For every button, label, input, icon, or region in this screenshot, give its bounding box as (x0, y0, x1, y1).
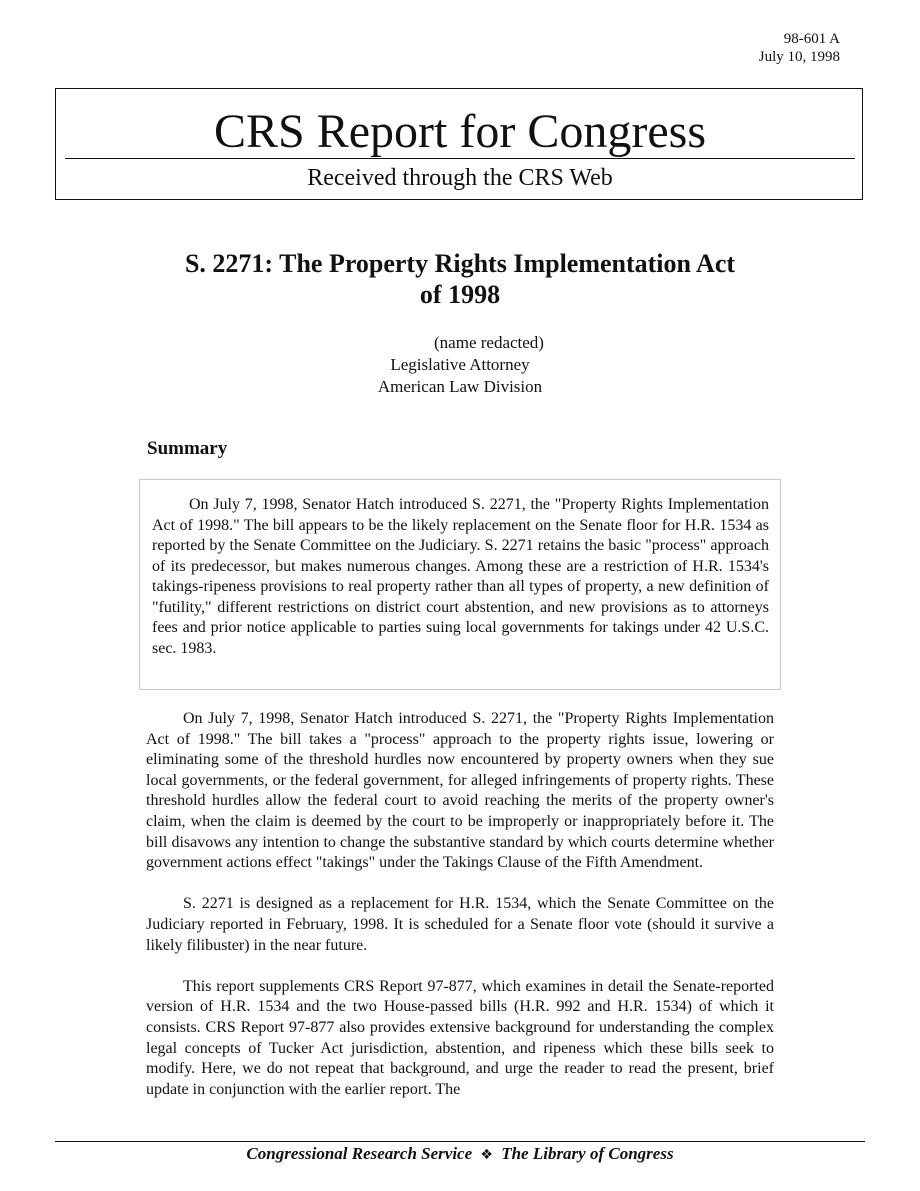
document-title-line-2: of 1998 (419, 280, 501, 309)
footer-rule (55, 1141, 865, 1142)
summary-text: On July 7, 1998, Senator Hatch introduced S. 2271, the "Property Rights Implementation Act of 1998." The bill appears to be the likely replacement on the Senate floor for H.R. 1534 as reported by the Senate Committee on the Judiciary. S. 2271 retains the basic "process" approach of its predecessor, but makes numerous changes. Among these are a restriction of H.R. 1534's takings-ripeness provisions to real property rather than all types of property, a new definition of "futility," different restrictions on district court abstention, and new provisions as to attorneys fees and prior notice applicable to parties suing local governments for takings under 42 U.S.C. sec. 1983. (152, 496, 769, 657)
footer-right-text: The Library of Congress (501, 1144, 674, 1163)
masthead-subtitle: Received through the CRS Web (307, 165, 613, 191)
author-title: Legislative Attorney (390, 355, 530, 374)
author-division: American Law Division (377, 377, 543, 396)
masthead-rule (65, 158, 855, 159)
report-identifier (759, 30, 840, 66)
body-paragraph: S. 2271 is designed as a replacement for H.R. 1534, which the Senate Committee on the Judiciary reported in February, 1998. It is scheduled for a Senate floor vote (should it survive a likely filibuster) in the near future. (146, 895, 774, 954)
author-name: (name redacted) (434, 333, 544, 352)
footer-left-text: Congressional Research Service (246, 1144, 473, 1163)
page-footer (0, 1144, 920, 1165)
body-paragraph: This report supplements CRS Report 97-877, which examines in detail the Senate-reported version of H.R. 1534 and the two House-passed bills (H.R. 992 and H.R. 1534) of which it consists. CRS Report 97-877 also provides extensive background for understanding the complex legal concepts of Tucker Act jurisdiction, abstention, and ripeness which these bills seek to modify. Here, we do not repeat that background, and urge the reader to read the present, brief update in conjunction with the earlier report. The (146, 977, 774, 1098)
document-title (145, 248, 775, 310)
document-title-line-1: S. 2271: The Property Rights Implementation Act (184, 249, 736, 278)
masthead-title: CRS Report for Congress (214, 105, 706, 158)
author-block (0, 332, 920, 398)
summary-box (139, 479, 781, 690)
summary-heading: Summary (147, 438, 228, 459)
report-date: July 10, 1998 (758, 49, 840, 65)
report-number: 98-601 A (783, 31, 840, 47)
four-diamond-ornament-icon: ❖ (480, 1147, 493, 1163)
body-text (146, 709, 774, 1121)
body-paragraph: On July 7, 1998, Senator Hatch introduced S. 2271, the "Property Rights Implementation Act of 1998." The bill takes a "process" approach to the property rights issue, lowering or eliminating some of the threshold hurdles now encountered by property owners when they sue local governments, or the federal government, for alleged infringements of property rights. These threshold hurdles allow the federal court to avoid reaching the merits of the property owner's claim, when the claim is deemed by the court to be improperly or inappropriately before it. The bill disavows any intention to change the substantive standard by which courts determine whether government actions effect "takings" under the Takings Clause of the Fifth Amendment. (146, 710, 774, 872)
